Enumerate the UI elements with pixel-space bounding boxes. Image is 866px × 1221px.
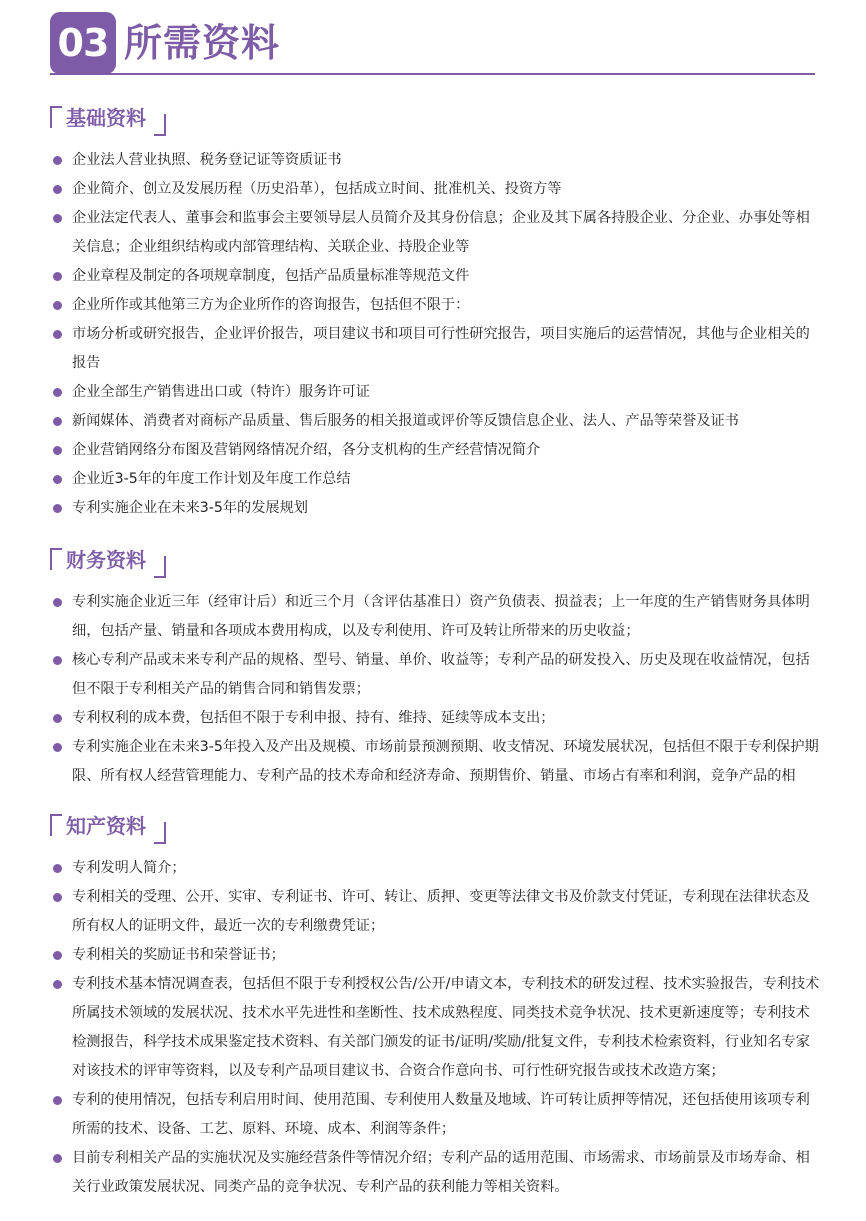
bullet-icon (53, 446, 62, 455)
section-finance (50, 548, 820, 791)
bullet-icon (53, 330, 62, 339)
bracket-left-icon (50, 814, 62, 836)
bracket-left-icon (50, 106, 62, 128)
bullet-icon (53, 714, 62, 723)
bullet-icon (53, 156, 62, 165)
bullet-icon (53, 1096, 62, 1105)
header-divider (50, 73, 815, 75)
bracket-right-icon (154, 822, 166, 844)
bullet-icon (53, 743, 62, 752)
basic-item-list (50, 146, 820, 523)
list-item: 专利相关的奖励证书和荣誉证书； (50, 941, 820, 970)
bullet-icon (53, 893, 62, 902)
list-item: 专利技术基本情况调查表，包括但不限于专利授权公告/公开/申请文本，专利技术的研发过程、技术实验报告，专利技术所属技术领域的发展状况、技术水平先进性和垄断性、技术成熟程度、同类技术竞争状况、技术更新速度等；专利技术检测报告，科学技术成果鉴定技术资料、有关部门颁发的证书/证明/奖励/批复文件，专利技术检索资料，行业知名专家对该技术的评审等资料，以及专利产品项目建议书、合资合作意向书、可行性研究报告或技术改造方案； (50, 970, 820, 1086)
list-item: 专利权利的成本费，包括但不限于专利申报、持有、维持、延续等成本支出； (50, 704, 820, 733)
bracket-right-icon (154, 114, 166, 136)
page-header (50, 8, 815, 76)
section-title-basic (50, 106, 820, 136)
list-item: 新闻媒体、消费者对商标产品质量、售后服务的相关报道或评价等反馈信息企业、法人、产品等荣誉及证书 (50, 407, 820, 436)
list-item: 企业近3-5年的年度工作计划及年度工作总结 (50, 465, 820, 494)
bullet-icon (53, 301, 62, 310)
bullet-icon (53, 504, 62, 513)
section-title-finance (50, 548, 820, 578)
list-item: 企业所作或其他第三方为企业所作的咨询报告，包括但不限于： (50, 291, 820, 320)
list-item: 企业法人营业执照、税务登记证等资质证书 (50, 146, 820, 175)
section-title-ip (50, 814, 820, 844)
list-item: 专利的使用情况，包括专利启用时间、使用范围、专利使用人数量及地域、许可转让质押等情况，还包括使用该项专利所需的技术、设备、工艺、原料、环境、成本、利润等条件； (50, 1086, 820, 1144)
section-heading: 财务资料 (66, 548, 146, 572)
list-item: 核心专利产品或未来专利产品的规格、型号、销量、单价、收益等；专利产品的研发投入、历史及现在收益情况，包括但不限于专利相关产品的销售合同和销售发票； (50, 646, 820, 704)
list-item: 企业营销网络分布图及营销网络情况介绍，各分支机构的生产经营情况简介 (50, 436, 820, 465)
list-item: 市场分析或研究报告，企业评价报告，项目建议书和项目可行性研究报告，项目实施后的运营情况，其他与企业相关的报告 (50, 320, 820, 378)
list-item: 企业法定代表人、董事会和监事会主要领导层人员简介及其身份信息；企业及其下属各持股企业、分企业、办事处等相关信息；企业组织结构或内部管理结构、关联企业、持股企业等 (50, 204, 820, 262)
page-title: 所需资料 (124, 21, 281, 65)
list-item: 专利实施企业近三年（经审计后）和近三个月（含评估基准日）资产负债表、损益表；上一年度的生产销售财务具体明细，包括产量、销量和各项成本费用构成，以及专利使用、许可及转让所带来的历史收益； (50, 588, 820, 646)
bracket-left-icon (50, 548, 62, 570)
bullet-icon (53, 388, 62, 397)
bullet-icon (53, 214, 62, 223)
section-heading: 基础资料 (66, 106, 146, 130)
bullet-icon (53, 272, 62, 281)
list-item: 企业简介、创立及发展历程（历史沿革），包括成立时间、批准机关、投资方等 (50, 175, 820, 204)
section-number-badge: 03 (50, 12, 116, 74)
bracket-right-icon (154, 556, 166, 578)
bullet-icon (53, 475, 62, 484)
bullet-icon (53, 185, 62, 194)
list-item: 企业全部生产销售进出口或（特许）服务许可证 (50, 378, 820, 407)
list-item: 目前专利相关产品的实施状况及实施经营条件等情况介绍；专利产品的适用范围、市场需求、市场前景及市场寿命、相关行业政策发展状况、同类产品的竞争状况、专利产品的获利能力等相关资料。 (50, 1144, 820, 1202)
bullet-icon (53, 951, 62, 960)
finance-item-list (50, 588, 820, 791)
bullet-icon (53, 864, 62, 873)
section-basic (50, 106, 820, 523)
list-item: 专利实施企业在未来3-5年的发展规划 (50, 494, 820, 523)
bullet-icon (53, 656, 62, 665)
bullet-icon (53, 980, 62, 989)
list-item: 企业章程及制定的各项规章制度，包括产品质量标准等规范文件 (50, 262, 820, 291)
ip-item-list (50, 854, 820, 1202)
list-item: 专利实施企业在未来3-5年投入及产出及规模、市场前景预测预期、收支情况、环境发展状况，包括但不限于专利保护期限、所有权人经营管理能力、专利产品的技术寿命和经济寿命、预期售价、销量、市场占有率和利润，竞争产品的相 (50, 733, 820, 791)
bullet-icon (53, 417, 62, 426)
list-item: 专利发明人简介； (50, 854, 820, 883)
list-item: 专利相关的受理、公开、实审、专利证书、许可、转让、质押、变更等法律文书及价款支付凭证，专利现在法律状态及所有权人的证明文件，最近一次的专利缴费凭证； (50, 883, 820, 941)
bullet-icon (53, 598, 62, 607)
bullet-icon (53, 1154, 62, 1163)
section-ip (50, 814, 820, 1202)
section-heading: 知产资料 (66, 814, 146, 838)
